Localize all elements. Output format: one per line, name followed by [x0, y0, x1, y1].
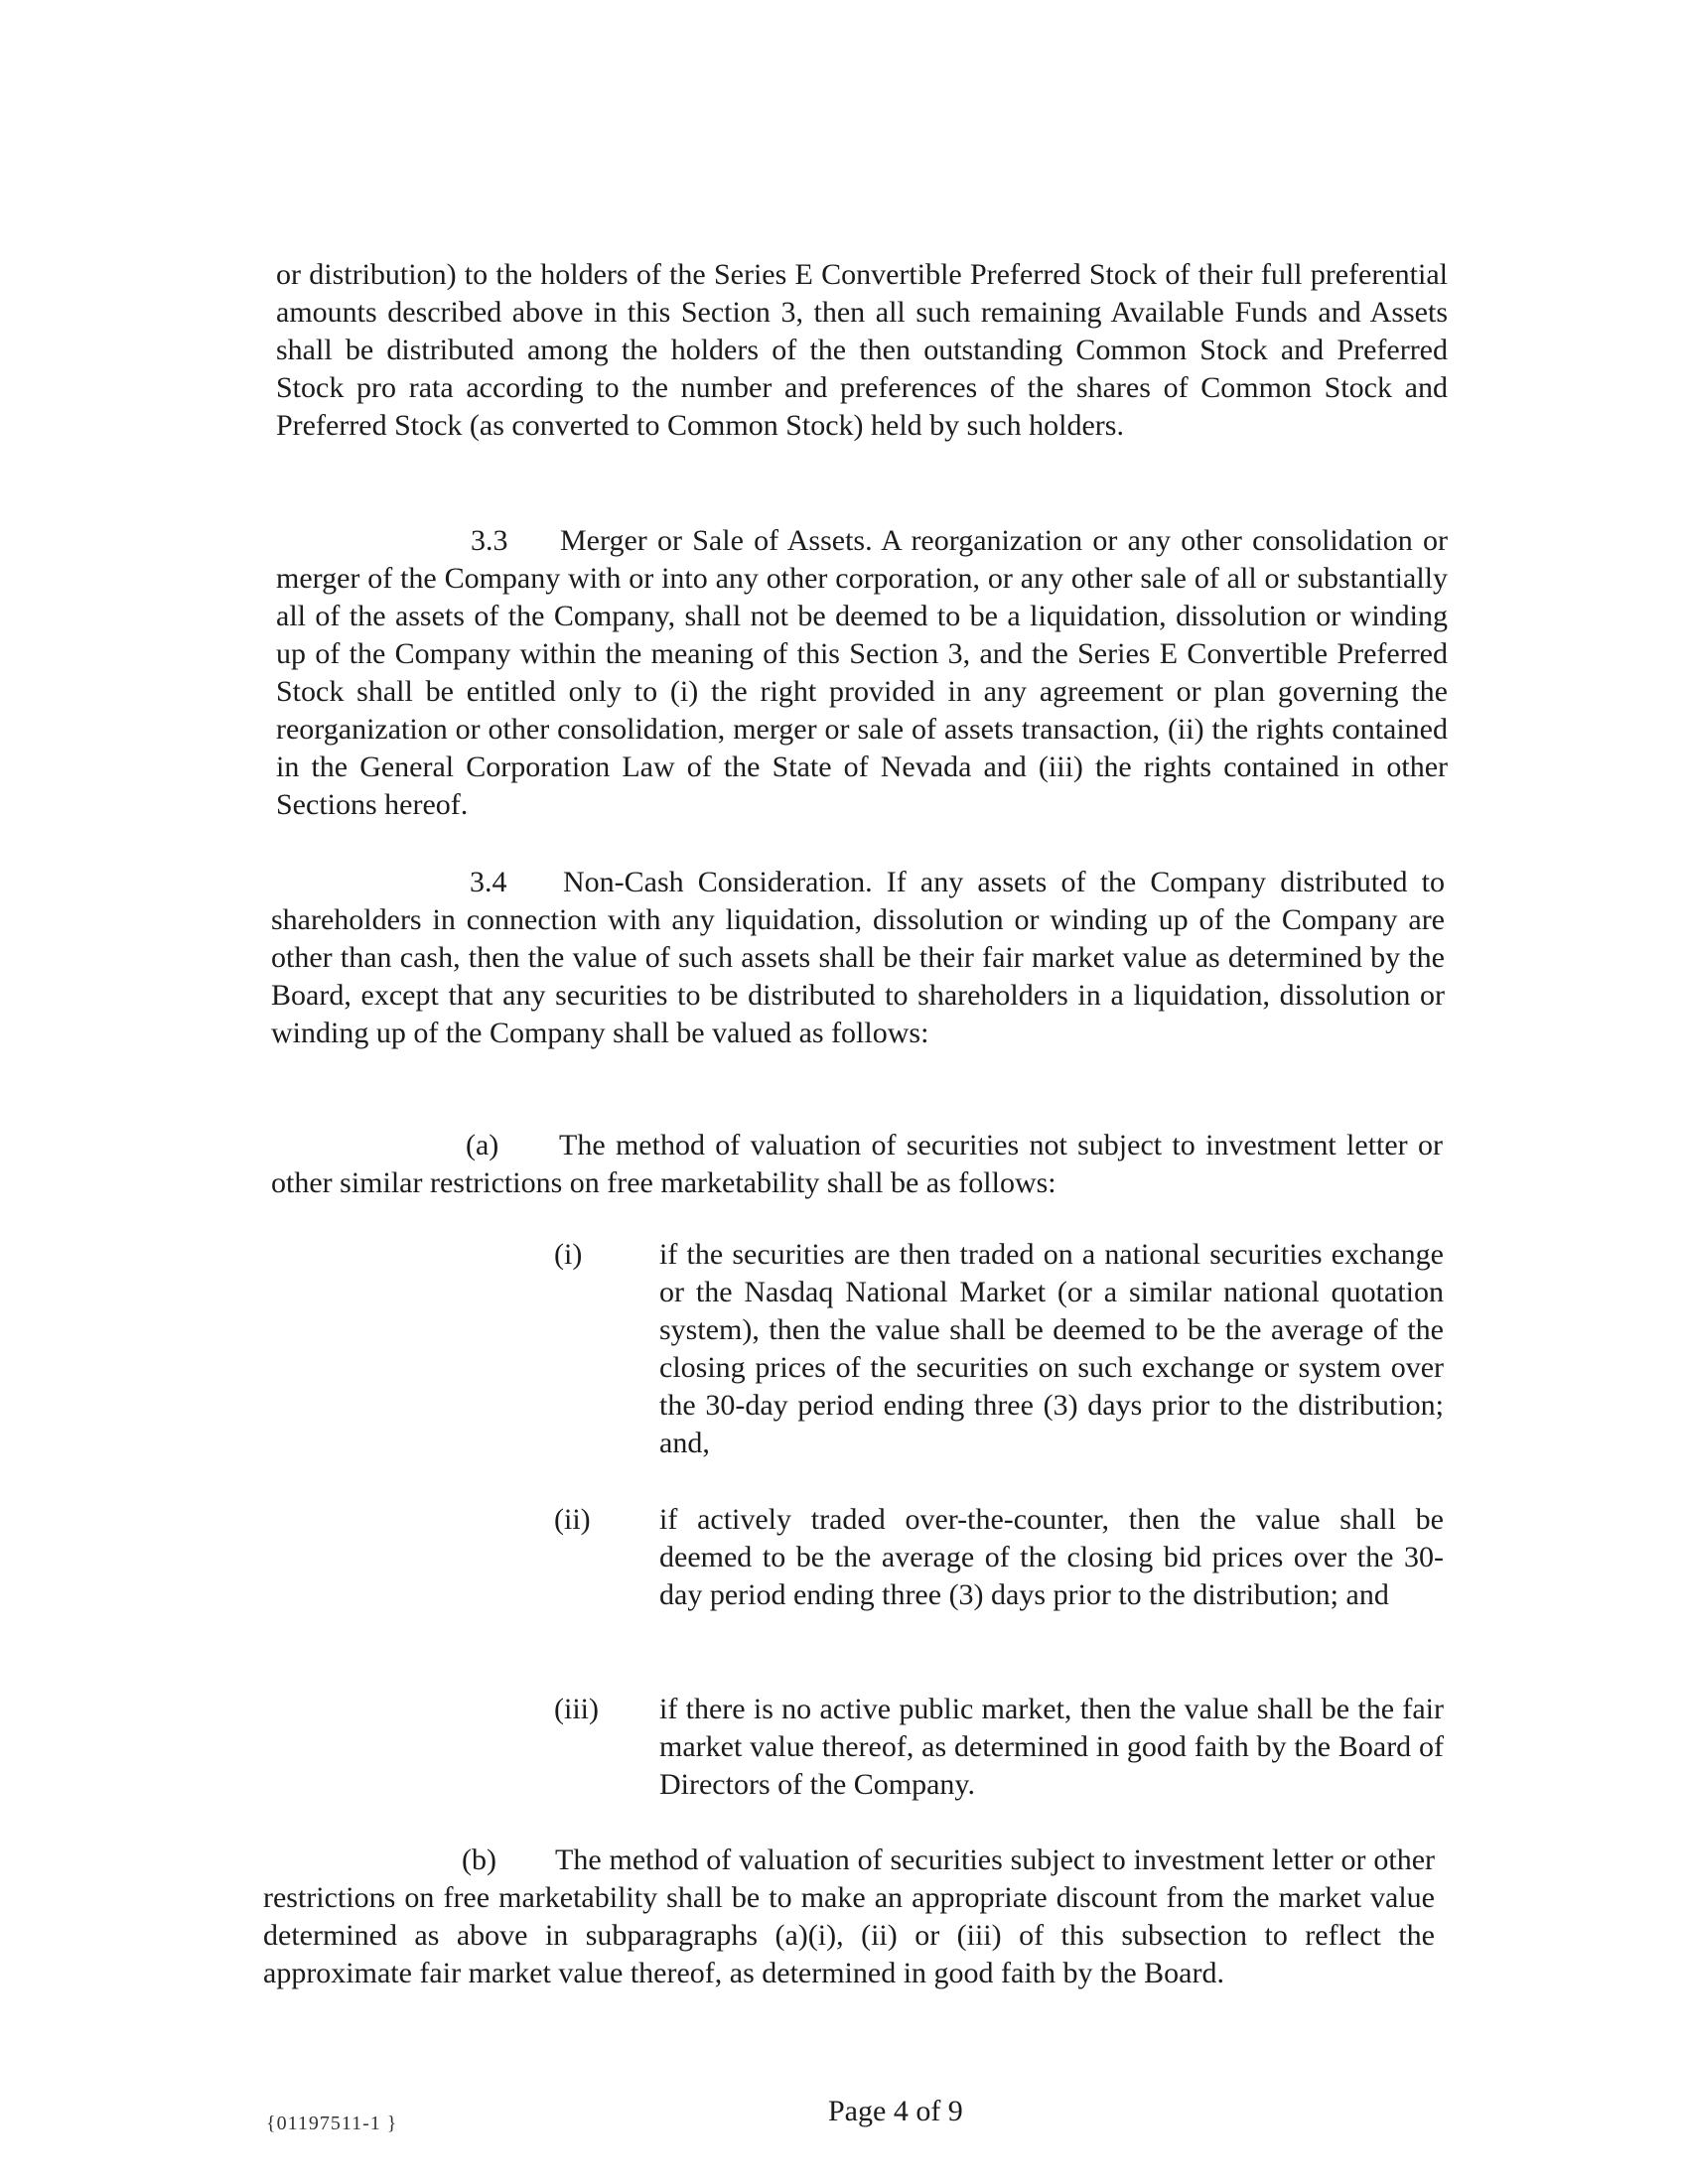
- clause-marker: (ii): [554, 1503, 591, 1536]
- section-text: Merger or Sale of Assets. A reorganization or any other consolidation or merger of the Company with or into any other corporation, or any other sale of all or substantially all of the assets of the Company, shall not be deemed to be a liquidation, dissolution or winding up of the Company within the meaning of this Section 3, and the Series E Convertible Preferred Stock shall be entitled only to (i) the right provided in any agreement or plan governing the reorganization or other consolidation, merger or sale of assets transaction, (ii) the rights contained in the General Corporation Law of the State of Nevada and (iii) the rights contained in other Sections hereof.: [276, 524, 1448, 821]
- clause-marker: (iii): [554, 1693, 599, 1725]
- subsection-text: The method of valuation of securities subject to investment letter or other restrictions on free marketability shall be to make an appropriate discount from the market value determined as above in subparagraphs (a)(i), (ii) or (iii) of this subsection to reflect the approximate fair market value thereof, as determined in good faith by the Board.: [263, 1843, 1435, 1989]
- section-number: 3.3: [471, 524, 508, 557]
- subsection-marker: (a): [466, 1129, 499, 1161]
- clause-text: if the securities are then traded on a national securities exchange or the Nasdaq National Market (or a similar national quotation system), then the value shall be deemed to be the average of the closing prices of the securities on such exchange or system over the 30-day period ending three (3) days prior to the distribution; and,: [659, 1238, 1444, 1459]
- clause-text: if actively traded over-the-counter, then the value shall be deemed to be the average of the closing bid prices over the 30-day period ending three (3) days prior to the distribution; and: [659, 1503, 1444, 1611]
- section-3-4: [271, 864, 1445, 1052]
- clause-marker: (i): [554, 1238, 583, 1271]
- clause-text: if there is no active public market, then the value shall be the fair market value thereof, as determined in good faith by the Board of Directors of the Company.: [659, 1693, 1444, 1801]
- section-number: 3.4: [470, 866, 507, 898]
- page-number: Page 4 of 9: [828, 2095, 963, 2127]
- subsection-b: [263, 1842, 1435, 1992]
- section-3-3: [276, 522, 1448, 824]
- subsection-a: [271, 1127, 1443, 1202]
- document-id: {01197511-1 }: [266, 2113, 398, 2134]
- subsection-text: The method of valuation of securities not subject to investment letter or other similar restrictions on free marketability shall be as follows:: [271, 1129, 1443, 1199]
- section-text: Non-Cash Consideration. If any assets of the Company distributed to shareholders in connection with any liquidation, dissolution or winding up of the Company are other than cash, then the value of such assets shall be their fair market value as determined by the Board, except that any securities to be distributed to shareholders in a liquidation, dissolution or winding up of the Company shall be valued as follows:: [271, 866, 1445, 1049]
- paragraph-continuation: or distribution) to the holders of the Series E Convertible Preferred Stock of their full preferential amounts described above in this Section 3, then all such remaining Available Funds and Assets shall be distributed among the holders of the then outstanding Common Stock and Preferred Stock pro rata according to the number and preferences of the shares of Common Stock and Preferred Stock (as converted to Common Stock) held by such holders.: [276, 258, 1448, 442]
- subsection-marker: (b): [462, 1843, 496, 1876]
